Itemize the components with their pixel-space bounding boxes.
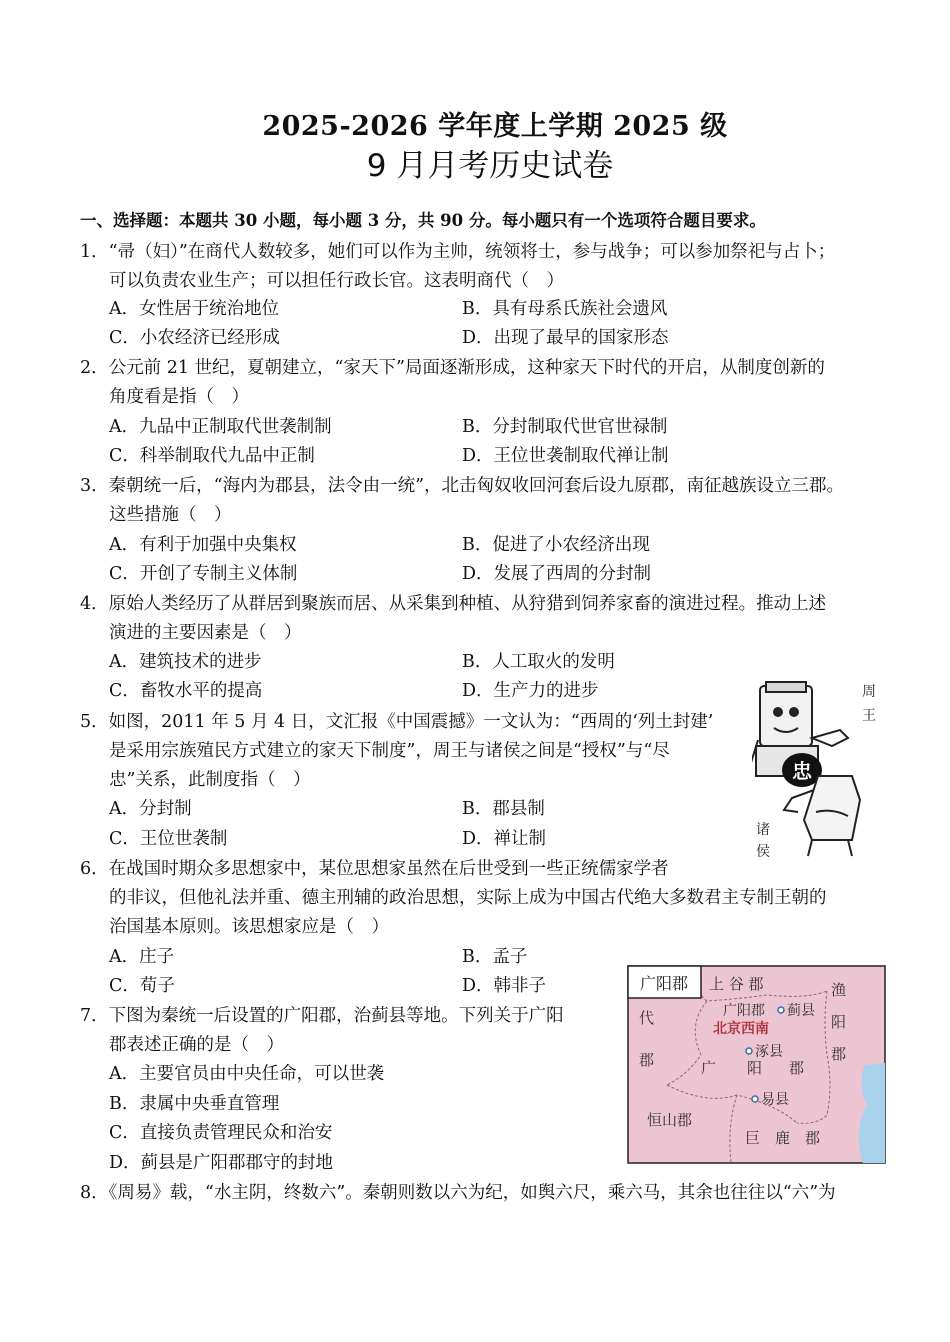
zhuo-marker bbox=[746, 1048, 752, 1054]
exam-title-line1: 2025-2026 学年度上学期 2025 级 bbox=[262, 111, 728, 142]
question-3-line-1: 3．秦朝统一后，“海内为郡县，法令由一统”，北击匈奴收回河套后设九原郡，南征越族设立三郡。 bbox=[80, 476, 845, 496]
question-5-option-d: D．禅让制 bbox=[462, 829, 547, 849]
question-3-option-d: D．发展了西周的分封制 bbox=[462, 564, 652, 584]
label-zhuo: 涿县 bbox=[755, 1044, 783, 1060]
question-7-option-c: C．直接负责管理民众和治安 bbox=[109, 1123, 333, 1143]
question-2-line-1: 2．公元前 21 世纪，夏朝建立，“家天下”局面逐渐形成，这种家天下时代的开启，从制度创新的 bbox=[80, 358, 825, 378]
vassal-label-2: 侯 bbox=[756, 844, 770, 860]
question-6-option-b: B．孟子 bbox=[462, 947, 528, 967]
question-5-option-c: C．王位世袭制 bbox=[109, 829, 228, 849]
label-yang: 阳 bbox=[747, 1059, 763, 1077]
question-4-option-d: D．生产力的进步 bbox=[462, 681, 599, 701]
label-yi: 易县 bbox=[761, 1092, 789, 1108]
question-3-option-c: C．开创了专制主义体制 bbox=[109, 564, 298, 584]
question-3-option-b: B．促进了小农经济出现 bbox=[462, 535, 650, 555]
question-6-option-c: C．荀子 bbox=[109, 976, 175, 996]
question-5-option-b: B．郡县制 bbox=[462, 799, 545, 819]
question-2-option-a: A．九品中正制取代世袭制制 bbox=[109, 417, 332, 437]
vassal-label-1: 诸 bbox=[756, 822, 770, 838]
yi-marker bbox=[752, 1096, 758, 1102]
loyalty-label: 忠 bbox=[792, 759, 812, 783]
label-dai-1: 代 bbox=[639, 1009, 655, 1027]
question-1-option-d: D．出现了最早的国家形态 bbox=[462, 328, 669, 348]
question-2-line-2: 角度看是指（ ） bbox=[109, 387, 249, 407]
question-3-option-a: A．有利于加强中央集权 bbox=[109, 535, 297, 555]
question-1-line-2: 可以负责农业生产；可以担任行政长官。这表明商代（ ） bbox=[109, 271, 564, 291]
question-1-line-1: 1．“帚（妇）”在商代人数较多，她们可以作为主帅，统领将士，参与战争；可以参加祭祀与占卜； bbox=[80, 242, 836, 262]
question-7-option-a: A．主要官员由中央任命，可以世袭 bbox=[109, 1064, 385, 1084]
label-hengshan: 恒山郡 bbox=[647, 1111, 693, 1129]
question-6-option-a: A．庄子 bbox=[109, 947, 175, 967]
question-5-line-1: 5．如图，2011 年 5 月 4 日，文汇报《中国震撼》一文认为：“西周的‘列土封建’ bbox=[80, 712, 714, 732]
question-3-line-2: 这些措施（ ） bbox=[109, 505, 232, 525]
ji-marker bbox=[778, 1007, 784, 1013]
question-4-line-2: 演进的主要因素是（ ） bbox=[109, 623, 302, 643]
question-1-option-c: C．小农经济已经形成 bbox=[109, 328, 280, 348]
label-beijing: 北京西南 bbox=[713, 1021, 769, 1037]
label-julu: 巨 鹿 郡 bbox=[745, 1129, 821, 1147]
label-ji: 蓟县 bbox=[787, 1003, 815, 1019]
question-8-line-1: 8．《周易》载，“水主阴，终数六”。秦朝则数以六为纪，如舆六尺，乘六马，其余也往往以“六”为 bbox=[80, 1183, 836, 1203]
question-7-line-2: 郡表述正确的是（ ） bbox=[109, 1035, 284, 1055]
question-6-option-d: D．韩非子 bbox=[462, 976, 547, 996]
section-heading: 一、选择题：本题共 30 小题，每小题 3 分，共 90 分。每小题只有一个选项符合题目要求。 bbox=[80, 211, 766, 230]
question-5-option-a: A．分封制 bbox=[109, 799, 192, 819]
question-1-option-b: B．具有母系氏族社会遗风 bbox=[462, 299, 668, 319]
label-yuyang-1: 渔 bbox=[831, 981, 847, 999]
question-7-option-b: B．隶属中央垂直管理 bbox=[109, 1094, 280, 1114]
question-1-option-a: A．女性居于统治地位 bbox=[109, 299, 280, 319]
exam-title-line2: 9 月月考历史试卷 bbox=[366, 148, 614, 184]
map-legend: 广阳郡 bbox=[639, 974, 689, 993]
question-4-option-c: C．畜牧水平的提高 bbox=[109, 681, 263, 701]
label-yuyang-3: 郡 bbox=[831, 1045, 847, 1063]
question-4-line-1: 4．原始人类经历了从群居到聚族而居、从采集到种植、从狩猎到饲养家畜的演进过程。推动上述 bbox=[80, 594, 827, 614]
question-7-option-d: D．蓟县是广阳郡郡守的封地 bbox=[109, 1153, 334, 1173]
guangyang-map bbox=[627, 965, 886, 1165]
question-4-option-a: A．建筑技术的进步 bbox=[109, 652, 262, 672]
label-shanggu: 上 谷 郡 bbox=[709, 975, 764, 993]
vassal-figure bbox=[784, 776, 860, 856]
question-2-option-d: D．王位世袭制取代禅让制 bbox=[462, 446, 669, 466]
question-2-option-c: C．科举制取代九品中正制 bbox=[109, 446, 315, 466]
label-guangyang-city: 广阳郡 bbox=[723, 1003, 765, 1019]
question-6-line-1: 6．在战国时期众多思想家中，某位思想家虽然在后世受到一些正统儒家学者 bbox=[80, 859, 669, 879]
label-guang: 广 bbox=[701, 1059, 717, 1077]
king-vassal-cartoon bbox=[752, 680, 882, 860]
label-jun: 郡 bbox=[789, 1059, 805, 1077]
question-7-line-1: 7．下图为秦统一后设置的广阳郡，治蓟县等地。下列关于广阳 bbox=[80, 1006, 564, 1026]
question-6-line-3: 治国基本原则。该思想家应是（ ） bbox=[109, 917, 389, 937]
question-4-option-b: B．人工取火的发明 bbox=[462, 652, 615, 672]
king-label-2: 王 bbox=[862, 708, 876, 724]
label-dai-2: 郡 bbox=[639, 1051, 655, 1069]
question-5-line-2: 是采用宗族殖民方式建立的家天下制度”，周王与诸侯之间是“授权”与“尽 bbox=[109, 741, 670, 761]
label-yuyang-2: 阳 bbox=[831, 1013, 847, 1031]
question-6-line-2: 的非议，但他礼法并重、德主刑辅的政治思想，实际上成为中国古代绝大多数君主专制王朝的 bbox=[109, 888, 827, 908]
question-5-line-3: 忠”关系，此制度指（ ） bbox=[109, 770, 311, 790]
question-2-option-b: B．分封制取代世官世禄制 bbox=[462, 417, 668, 437]
king-label-1: 周 bbox=[862, 684, 876, 700]
